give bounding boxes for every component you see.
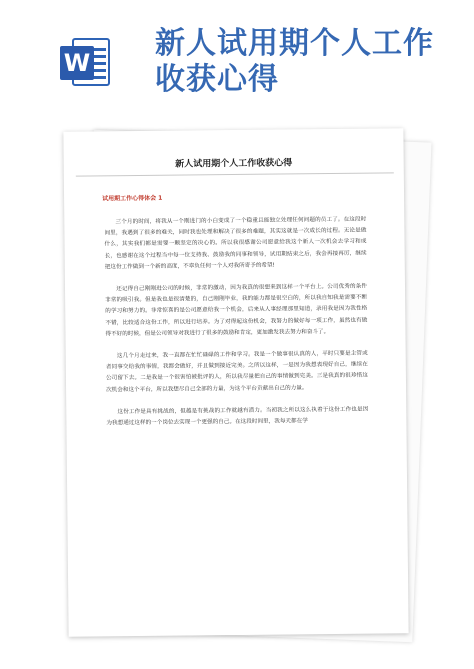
banner [0,0,474,110]
word-document-icon [56,32,116,92]
banner-title: 新人试用期个人工作收获心得 [155,26,434,97]
document-subheading: 试用期工作心得体会 1 [102,194,163,203]
document-preview [66,130,418,640]
document-body [104,215,368,441]
title-divider [76,172,394,176]
paragraph: 三个月的时间，将我从一个刚进门的小白变成了一个稳重且能独立处理任何问题的员工了。在这段时间里，我遇到了很多的难关，同时我也处理和解决了很多的难题，其实这就是一次成长的过程。无论是做什么，其实我们都是需要一颗坚定的决心的。所以我很感谢公司愿意给我这个新人一次机会去学习和成长，也感谢在这个过程当中每一位支持我、鼓励我的同事和领导，试用期结束之后，我会再接再厉，继续把这份工作做到一个新的高度，不辜负任何一个人对我所寄予的希望! [104,216,367,271]
paragraph: 还记得自己刚刚进公司的时候，非常的激动，因为我真的很想来到这样一个平台上。公司优秀的条件非常的吸引我。但是我也是很清楚的，自己刚刚毕业，我的能力都是很空白的，所以我自知我是需要不断的学习和努力的。非常惊喜的是公司愿意给我一个机会，后来从人事经理那里知道，录用我是因为我性格不错，比较适合这份工作，所以进行培养。为了对得起这份机会，我努力的做好每一项工作，虽然也有做得不好的时候，但是公司领导对我进行了很多的鼓励和肯定，更加激发我去努力和奋斗了。 [105,283,368,338]
word-badge: W [60,46,94,80]
paragraph: 这几个月走过来，我一直都在忙忙碌碌的工作和学习。我是一个做事很认真的人，平时只要是主管或者同事交给我的事情，我都会做好，并且做到接近完美。之所以这样，一是因为我想表现好自己，继续在公司留下去。二是我是一个很害怕被批评的人，所以我尽量把自己的事情做到完美。三是我真的很珍惜这次机会和这个平台，所以我想尽自己全部的力量，为这个平台贡献出自己的力量。 [105,350,368,394]
document-title: 新人试用期个人工作收获心得 [175,158,293,170]
paragraph: 这份工作是具有挑战的，但越是有挑战的工作就越有潜力。当初我之所以这么执着于这份工作也是因为我想通过这样的一个岗位去实现一个更强的自己。在这段时间里，我每天都在学 [106,406,369,427]
paper-front-sheet [63,128,408,637]
